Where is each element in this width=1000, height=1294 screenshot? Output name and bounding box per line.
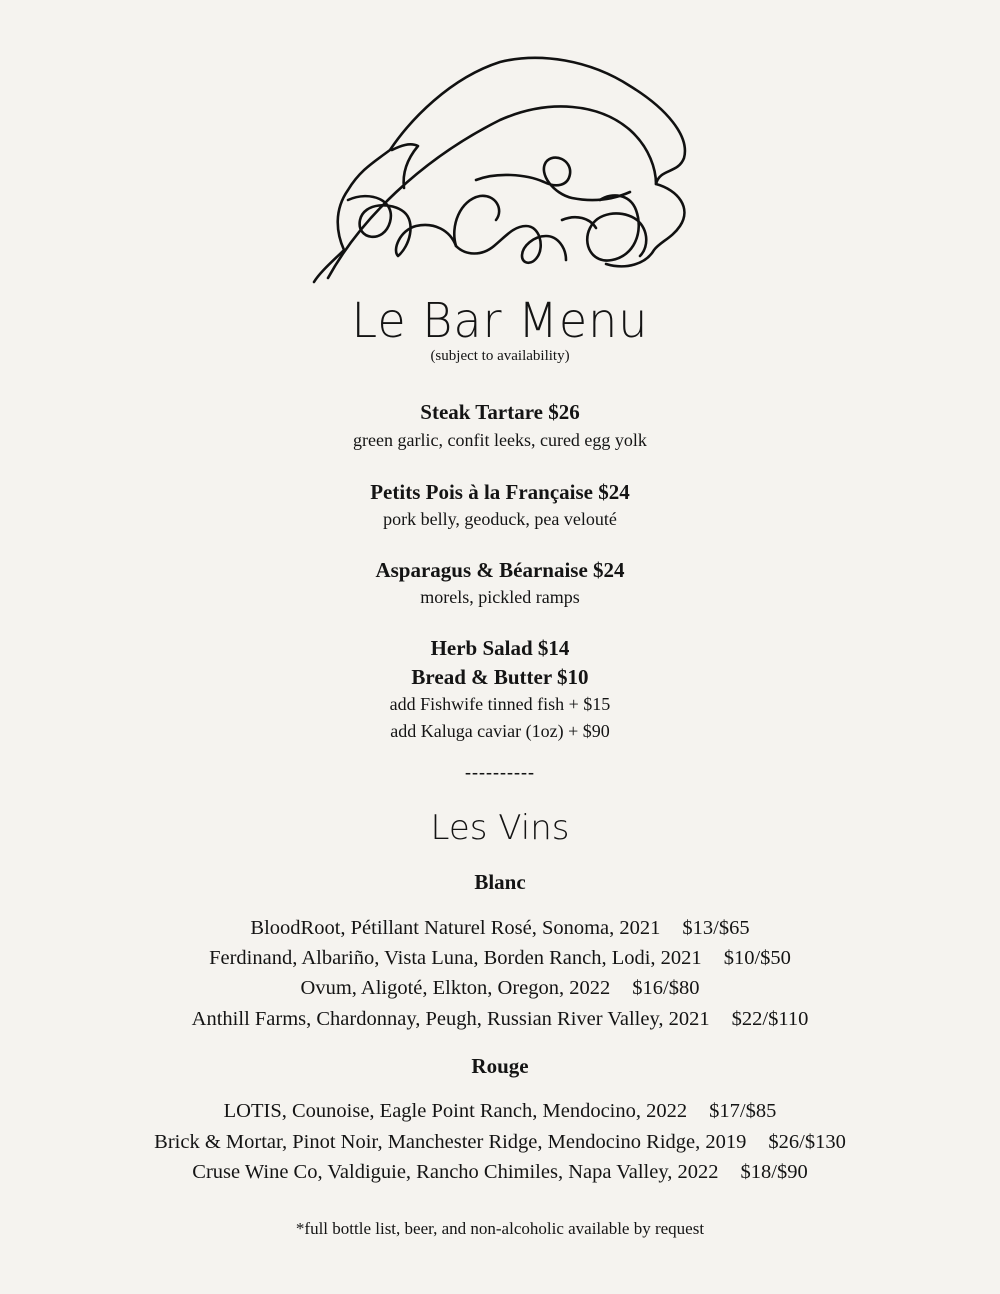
side-item: Bread & Butter $10	[411, 665, 589, 689]
wine-price: $18/$90	[740, 1161, 808, 1183]
addon-item: add Kaluga caviar (1oz) + $90	[390, 721, 610, 741]
dish-name: Steak Tartare $26	[420, 400, 580, 424]
dish-name: Petits Pois à la Française $24	[370, 480, 630, 504]
dish-name: Asparagus & Béarnaise $24	[375, 558, 625, 582]
dish-description: green garlic, confit leeks, cured egg yolk	[353, 430, 647, 450]
page-subtitle: (subject to availability)	[430, 348, 570, 364]
wine-name: LOTIS, Counoise, Eagle Point Ranch, Mendocino, 2022	[223, 1100, 688, 1122]
wine-price: $13/$65	[682, 917, 750, 939]
wine-name: Cruse Wine Co, Valdiguie, Rancho Chimiles, Napa Valley, 2022	[192, 1161, 719, 1183]
wine-price: $26/$130	[768, 1131, 846, 1153]
dish-description: pork belly, geoduck, pea velouté	[383, 509, 617, 529]
wine-list-item	[0, 1161, 1000, 1184]
wine-price: $10/$50	[723, 947, 791, 969]
addon-item: add Fishwife tinned fish + $15	[389, 694, 611, 714]
wine-name: Brick & Mortar, Pinot Noir, Manchester Ridge, Mendocino Ridge, 2019	[154, 1131, 747, 1153]
wine-list-item	[0, 917, 1000, 940]
page-title: Le Bar Menu	[351, 291, 649, 349]
wine-list-item	[0, 1100, 1000, 1123]
wine-category-rouge: Rouge	[471, 1054, 529, 1078]
wine-name: BloodRoot, Pétillant Naturel Rosé, Sonoma, 2021	[250, 917, 661, 939]
wine-name: Ferdinand, Albariño, Vista Luna, Borden Ranch, Lodi, 2021	[209, 947, 702, 969]
wine-price: $16/$80	[632, 977, 700, 999]
wine-category-blanc: Blanc	[474, 870, 526, 894]
wine-name: Ovum, Aligoté, Elkton, Oregon, 2022	[300, 977, 611, 999]
section-divider: ----------	[465, 762, 535, 782]
wine-price: $22/$110	[731, 1008, 809, 1030]
wine-price: $17/$85	[709, 1100, 777, 1122]
wine-list-item	[0, 1008, 1000, 1031]
wine-section-title: Les Vins	[430, 808, 570, 848]
line-art-leaf-logo-icon	[300, 50, 700, 290]
wine-name: Anthill Farms, Chardonnay, Peugh, Russian River Valley, 2021	[191, 1008, 710, 1030]
wine-list-item	[0, 977, 1000, 1000]
dish-description: morels, pickled ramps	[420, 587, 580, 607]
footer-note: *full bottle list, beer, and non-alcoholic available by request	[295, 1219, 705, 1238]
wine-list-item	[0, 947, 1000, 970]
side-item: Herb Salad $14	[430, 636, 570, 660]
wine-list-item	[0, 1131, 1000, 1154]
